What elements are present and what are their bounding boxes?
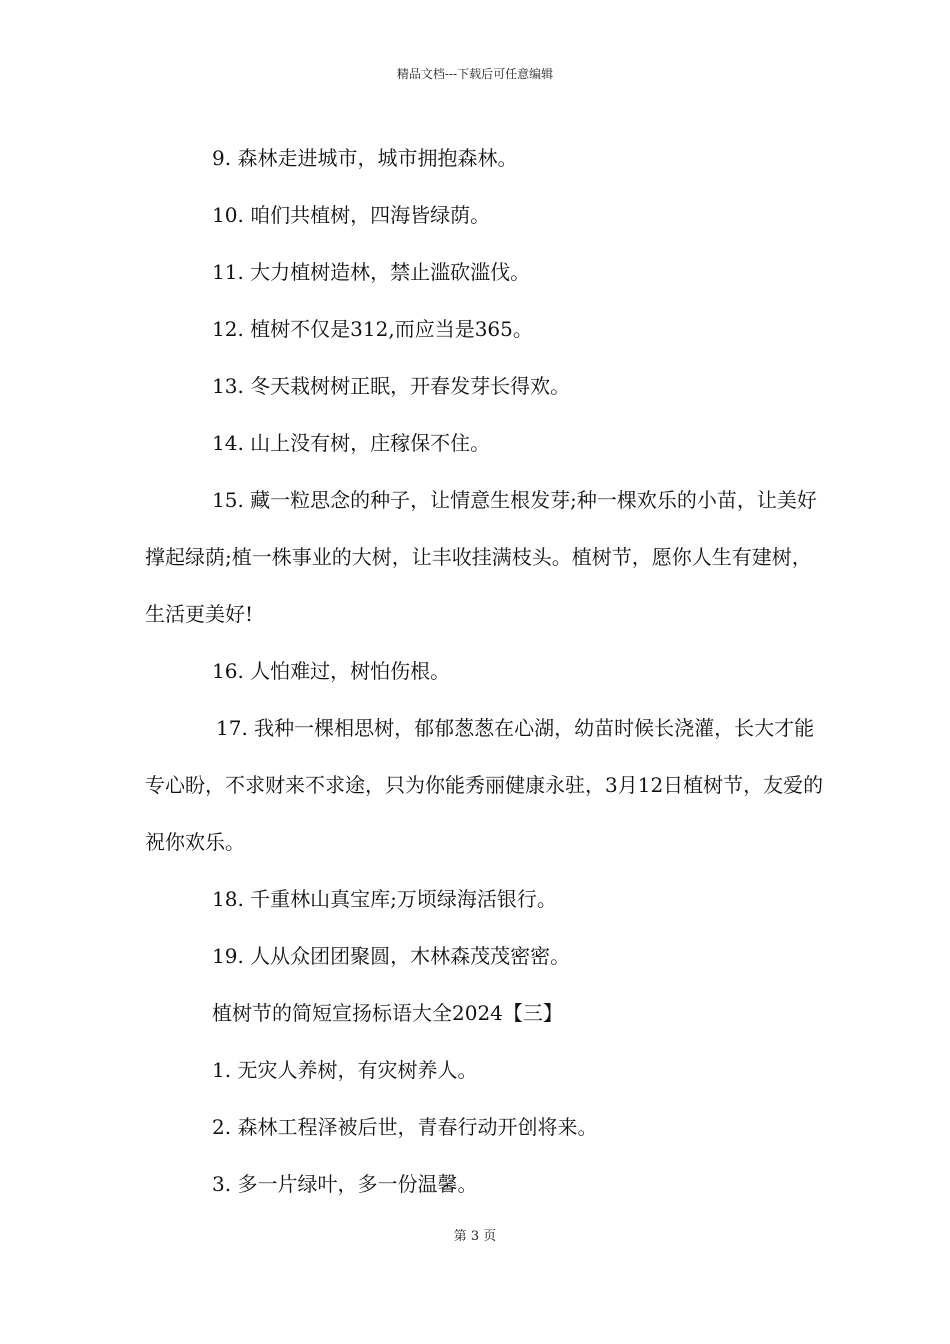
slogan-item-9: 9. 森林走进城市，城市拥抱森林。 [212,146,518,170]
document-body [145,130,825,1213]
slogan-item-12: 12. 植树不仅是312,而应当是365。 [212,317,533,341]
slogan-item-15: 15. 藏一粒思念的种子，让情意生根发芽;种一棵欢乐的小苗，让美好撑起绿荫;植一株事业的大树，让丰收挂满枝头。植树节，愿你人生有建树，生活更美好! [145,488,817,626]
slogan-item-16: 16. 人怕难过，树怕伤根。 [212,659,451,683]
page-number: 第 3 页 [453,1229,497,1244]
section-heading: 植树节的简短宣扬标语大全2024【三】 [212,1001,563,1025]
slogan-item-17: 17. 我种一棵相思树，郁郁葱葱在心湖，幼苗时候长浇灌，长大才能专心盼，不求财来不求途，只为你能秀丽健康永驻，3月12日植树节，友爱的祝你欢乐。 [145,716,824,854]
slogan-item-1: 1. 无灾人养树，有灾树养人。 [212,1058,478,1082]
slogan-item-14: 14. 山上没有树，庄稼保不住。 [212,431,491,455]
slogan-item-18: 18. 千重林山真宝库;万顷绿海活银行。 [212,887,557,911]
slogan-item-10: 10. 咱们共植树，四海皆绿荫。 [212,203,491,227]
slogan-item-3: 3. 多一片绿叶，多一份温馨。 [212,1172,478,1196]
slogan-item-19: 19. 人从众团团聚圆，木林森茂茂密密。 [212,944,571,968]
slogan-item-11: 11. 大力植树造林，禁止滥砍滥伐。 [212,260,531,284]
page-header: 精品文档---下载后可任意编辑 [396,67,554,81]
slogan-item-2: 2. 森林工程泽被后世，青春行动开创将来。 [212,1115,598,1139]
slogan-item-13: 13. 冬天栽树树正眠，开春发芽长得欢。 [212,374,571,398]
